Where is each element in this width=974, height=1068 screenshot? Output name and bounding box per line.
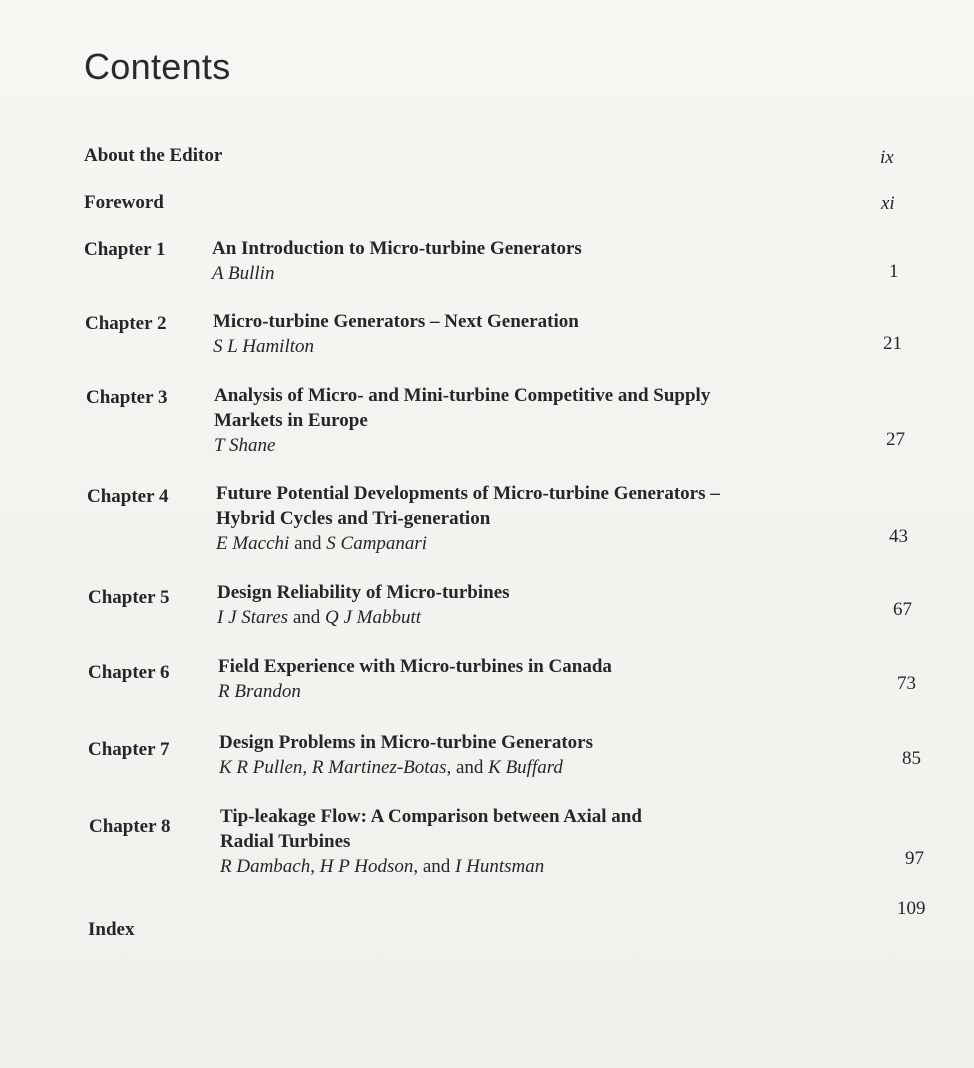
author-name: S Campanari — [326, 533, 428, 554]
chapter-authors — [218, 679, 301, 704]
entry-label: Foreword — [84, 192, 164, 213]
author-name: R Brandon — [218, 681, 301, 702]
author-separator: and — [289, 533, 327, 554]
author-name: R Martinez-Botas — [311, 757, 447, 778]
author-name: K R Pullen — [219, 757, 303, 778]
chapter-authors — [220, 854, 544, 879]
page-number: xi — [881, 193, 895, 214]
chapter-title-line: Hybrid Cycles and Tri-generation — [216, 508, 491, 529]
chapter-authors — [213, 334, 314, 359]
chapter-title-line: Future Potential Developments of Micro-turbine Generators – — [216, 483, 720, 504]
chapter-title-line: Design Reliability of Micro-turbines — [217, 582, 510, 603]
chapter-title-line: Design Problems in Micro-turbine Generators — [219, 732, 593, 753]
page-number: 21 — [883, 333, 902, 354]
chapter-authors — [216, 531, 427, 556]
page-title: Contents — [84, 46, 231, 87]
page-number: 1 — [889, 261, 899, 282]
chapter-label: Chapter 1 — [84, 239, 166, 260]
chapter-label: Chapter 6 — [88, 662, 170, 683]
page-number: 43 — [889, 526, 908, 547]
entry-label: About the Editor — [84, 145, 223, 166]
author-separator: , and — [413, 856, 456, 877]
chapter-title-line: Analysis of Micro- and Mini-turbine Competitive and Supply — [214, 385, 711, 406]
chapter-title-line: Markets in Europe — [214, 410, 368, 431]
author-name: I J Stares — [217, 607, 289, 628]
chapter-authors — [219, 755, 563, 780]
chapter-authors — [214, 433, 275, 458]
chapter-label: Chapter 2 — [85, 313, 167, 334]
author-name: R Dambach — [220, 856, 311, 877]
author-name: T Shane — [214, 435, 276, 456]
entry-label: Index — [88, 919, 135, 940]
author-name: E Macchi — [216, 533, 290, 554]
author-name: A Bullin — [212, 263, 275, 284]
page-number: ix — [880, 147, 894, 168]
author-separator: , — [310, 856, 320, 877]
chapter-title-line: An Introduction to Micro-turbine Generators — [212, 238, 582, 259]
chapter-authors — [217, 605, 421, 630]
page-number: 73 — [897, 673, 916, 694]
chapter-title-line: Field Experience with Micro-turbines in Canada — [218, 656, 612, 677]
chapter-title-line: Micro-turbine Generators – Next Generation — [213, 311, 579, 332]
chapter-label: Chapter 3 — [86, 387, 168, 408]
author-name: S L Hamilton — [213, 336, 315, 357]
page-number: 97 — [905, 848, 924, 869]
chapter-label: Chapter 4 — [87, 486, 169, 507]
author-name: I Huntsman — [455, 856, 545, 877]
chapter-label: Chapter 8 — [89, 816, 171, 837]
chapter-label: Chapter 7 — [88, 739, 170, 760]
chapter-title-line: Radial Turbines — [220, 831, 351, 852]
page-number: 85 — [902, 748, 921, 769]
page-number: 27 — [886, 429, 905, 450]
author-name: Q J Mabbutt — [325, 607, 422, 628]
author-name: K Buffard — [488, 757, 563, 778]
author-separator: and — [288, 607, 325, 628]
page-number: 109 — [897, 898, 926, 919]
chapter-authors — [212, 261, 274, 286]
chapter-label: Chapter 5 — [88, 587, 170, 608]
author-separator: , — [302, 757, 312, 778]
author-name: H P Hodson — [319, 856, 414, 877]
page-number: 67 — [893, 599, 912, 620]
chapter-title-line: Tip-leakage Flow: A Comparison between Axial and — [220, 806, 642, 827]
author-separator: , and — [446, 757, 489, 778]
